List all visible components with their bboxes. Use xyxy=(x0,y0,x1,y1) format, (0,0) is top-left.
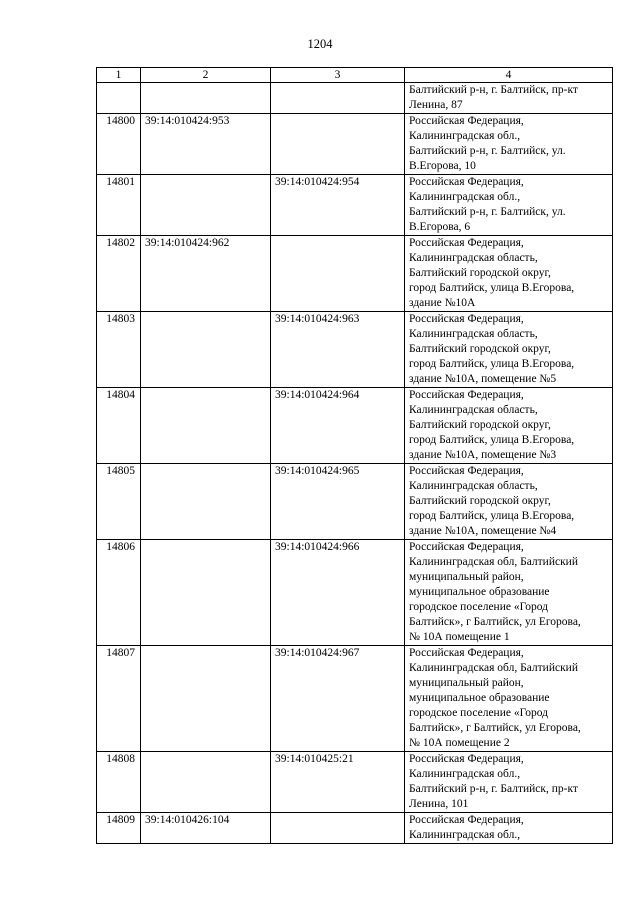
row-number-cell: 14809 xyxy=(97,813,141,844)
address-line: Балтийск», г Балтийск, ул Егорова, xyxy=(409,722,581,734)
cadastral-number-cell-col3: 39:14:010424:965 xyxy=(271,464,405,540)
table-row xyxy=(97,752,613,813)
address-line: Российская Федерация, xyxy=(409,237,524,249)
cadastral-number-cell-col3: 39:14:010424:966 xyxy=(271,540,405,646)
cadastral-number-cell-col2 xyxy=(141,83,271,114)
address-line: Российская Федерация, xyxy=(409,115,524,127)
row-number-cell: 14807 xyxy=(97,646,141,752)
address-cell xyxy=(405,175,613,236)
cadastral-number-cell-col2: 39:14:010424:953 xyxy=(141,114,271,175)
address-line: муниципальный район, xyxy=(409,571,524,583)
address-line: здание №10А xyxy=(409,297,476,309)
address-line: Калининградская область, xyxy=(409,480,538,492)
table-row xyxy=(97,540,613,646)
address-cell xyxy=(405,752,613,813)
address-line: Калининградская обл, Балтийский xyxy=(409,556,578,568)
cadastral-number-cell-col2 xyxy=(141,388,271,464)
address-line: муниципальное образование xyxy=(409,586,550,598)
cadastral-number-cell-col2 xyxy=(141,646,271,752)
cadastral-number-cell-col2: 39:14:010426:104 xyxy=(141,813,271,844)
row-number-cell xyxy=(97,83,141,114)
address-line: муниципальный район, xyxy=(409,677,524,689)
header-cell-3: 3 xyxy=(271,68,405,83)
address-line: Балтийский р-н, г. Балтийск, пр-кт xyxy=(409,84,578,96)
table-row xyxy=(97,646,613,752)
address-line: Российская Федерация, xyxy=(409,647,524,659)
address-line: город Балтийск, улица В.Егорова, xyxy=(409,282,575,294)
cadastral-number-cell-col2 xyxy=(141,175,271,236)
address-line: № 10А помещение 1 xyxy=(409,631,510,643)
row-number-cell: 14808 xyxy=(97,752,141,813)
address-line: № 10А помещение 2 xyxy=(409,737,510,749)
address-line: В.Егорова, 6 xyxy=(409,221,471,233)
address-line: Ленина, 101 xyxy=(409,798,469,810)
address-line: Российская Федерация, xyxy=(409,176,524,188)
address-line: Балтийский городской округ, xyxy=(409,419,551,431)
address-line: Российская Федерация, xyxy=(409,541,524,553)
cadastral-number-cell-col3: 39:14:010424:967 xyxy=(271,646,405,752)
address-line: здание №10А, помещение №5 xyxy=(409,373,557,385)
address-line: муниципальное образование xyxy=(409,692,550,704)
row-number-cell: 14801 xyxy=(97,175,141,236)
cadastral-number-cell-col3 xyxy=(271,83,405,114)
address-line: Калининградская обл., xyxy=(409,768,521,780)
table-row xyxy=(97,813,613,844)
cadastral-number-cell-col3 xyxy=(271,813,405,844)
address-line: Балтийский городской округ, xyxy=(409,495,551,507)
header-cell-2: 2 xyxy=(141,68,271,83)
cadastral-number-cell-col3: 39:14:010425:21 xyxy=(271,752,405,813)
cadastral-number-cell-col2 xyxy=(141,752,271,813)
address-line: Российская Федерация, xyxy=(409,313,524,325)
address-line: город Балтийск, улица В.Егорова, xyxy=(409,510,575,522)
address-line: Балтийский р-н, г. Балтийск, ул. xyxy=(409,145,566,157)
address-line: Российская Федерация, xyxy=(409,814,524,826)
address-line: Ленина, 87 xyxy=(409,99,463,111)
address-cell xyxy=(405,83,613,114)
cadastral-number-cell-col3: 39:14:010424:954 xyxy=(271,175,405,236)
address-line: Балтийский городской округ, xyxy=(409,267,551,279)
address-cell xyxy=(405,646,613,752)
address-cell xyxy=(405,312,613,388)
address-cell xyxy=(405,813,613,844)
address-line: город Балтийск, улица В.Егорова, xyxy=(409,434,575,446)
row-number-cell: 14806 xyxy=(97,540,141,646)
cadastral-number-cell-col3: 39:14:010424:964 xyxy=(271,388,405,464)
address-line: городское поселение «Город xyxy=(409,601,549,613)
table-row xyxy=(97,175,613,236)
address-line: город Балтийск, улица В.Егорова, xyxy=(409,358,575,370)
address-line: Балтийский р-н, г. Балтийск, ул. xyxy=(409,206,566,218)
table-row xyxy=(97,312,613,388)
address-line: здание №10А, помещение №3 xyxy=(409,449,557,461)
row-number-cell: 14803 xyxy=(97,312,141,388)
address-line: Калининградская обл., xyxy=(409,829,521,841)
address-line: Калининградская область, xyxy=(409,252,538,264)
address-cell xyxy=(405,114,613,175)
cadastral-number-cell-col3 xyxy=(271,114,405,175)
table-body xyxy=(97,68,613,844)
cadastral-number-cell-col3: 39:14:010424:963 xyxy=(271,312,405,388)
address-line: Российская Федерация, xyxy=(409,465,524,477)
row-number-cell: 14800 xyxy=(97,114,141,175)
address-line: В.Егорова, 10 xyxy=(409,160,476,172)
address-line: Калининградская область, xyxy=(409,404,538,416)
cadastral-number-cell-col2 xyxy=(141,464,271,540)
registry-table xyxy=(96,67,613,844)
row-number-cell: 14805 xyxy=(97,464,141,540)
row-number-cell: 14802 xyxy=(97,236,141,312)
address-cell xyxy=(405,388,613,464)
address-line: Калининградская обл, Балтийский xyxy=(409,662,578,674)
header-cell-4: 4 xyxy=(405,68,613,83)
address-cell xyxy=(405,236,613,312)
address-line: городское поселение «Город xyxy=(409,707,549,719)
address-line: Балтийск», г Балтийск, ул Егорова, xyxy=(409,616,581,628)
address-line: Российская Федерация, xyxy=(409,753,524,765)
table-row xyxy=(97,114,613,175)
page-number: 1204 xyxy=(307,37,333,51)
header-cell-1: 1 xyxy=(97,68,141,83)
row-number-cell: 14804 xyxy=(97,388,141,464)
address-line: Калининградская обл., xyxy=(409,130,521,142)
table-row xyxy=(97,464,613,540)
address-line: здание №10А, помещение №4 xyxy=(409,525,557,537)
cadastral-number-cell-col3 xyxy=(271,236,405,312)
cadastral-number-cell-col2: 39:14:010424:962 xyxy=(141,236,271,312)
table-row xyxy=(97,83,613,114)
address-line: Калининградская область, xyxy=(409,328,538,340)
cadastral-number-cell-col2 xyxy=(141,312,271,388)
header-row xyxy=(97,68,613,83)
table-row xyxy=(97,388,613,464)
address-line: Российская Федерация, xyxy=(409,389,524,401)
address-line: Калининградская обл., xyxy=(409,191,521,203)
address-line: Балтийский городской округ, xyxy=(409,343,551,355)
address-cell xyxy=(405,464,613,540)
cadastral-number-cell-col2 xyxy=(141,540,271,646)
table-row xyxy=(97,236,613,312)
address-line: Балтийский р-н, г. Балтийск, пр-кт xyxy=(409,783,578,795)
address-cell xyxy=(405,540,613,646)
